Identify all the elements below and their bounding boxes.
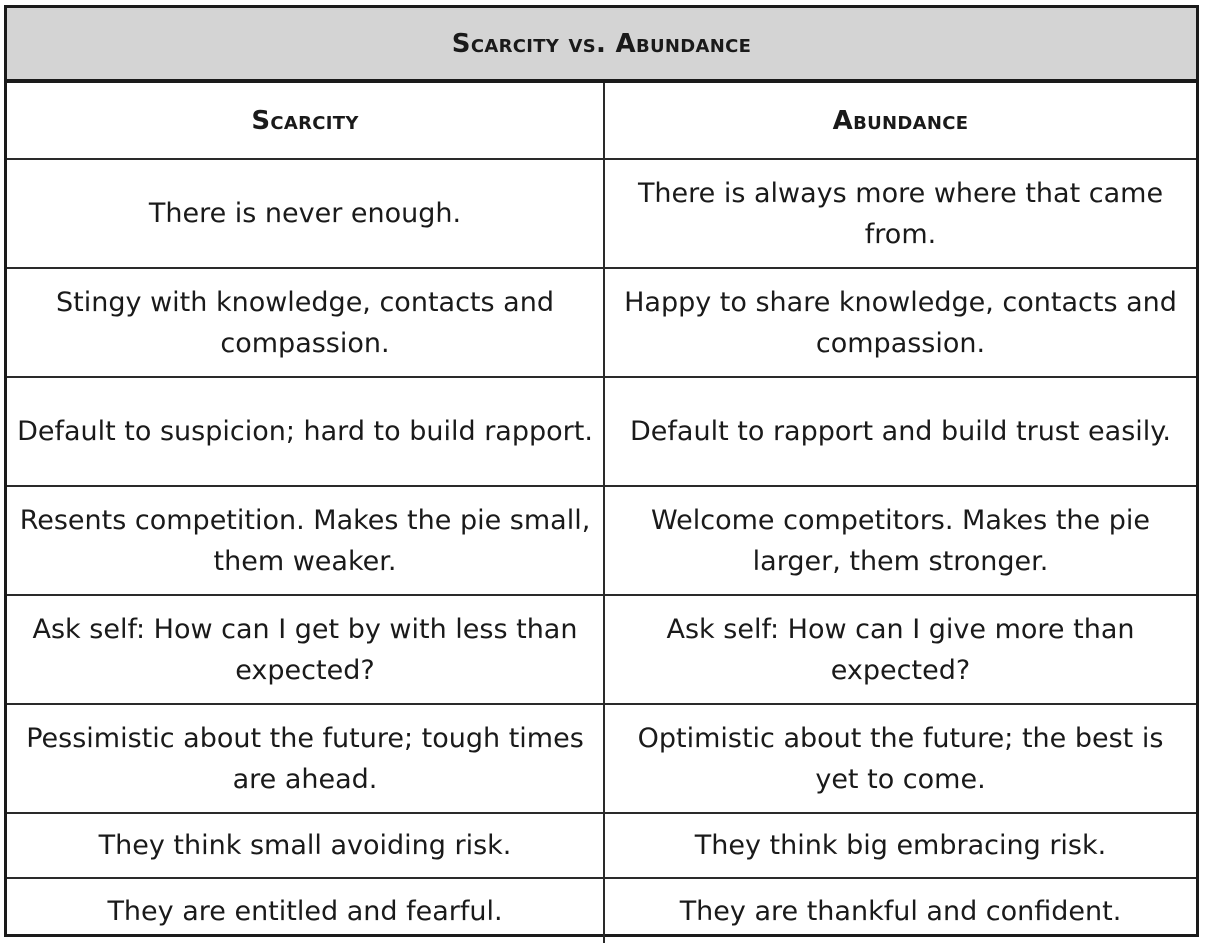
table-row [7, 595, 1196, 704]
table-row [7, 377, 1196, 486]
scarcity-cell: There is never enough. [7, 159, 604, 268]
abundance-cell: Optimistic about the future; the best is yet to come. [604, 704, 1196, 813]
header-row [7, 83, 1196, 159]
abundance-cell: They are thankful and confident. [679, 895, 1122, 927]
column-header-scarcity: Scarcity [7, 83, 604, 159]
comparison-table-frame [4, 5, 1199, 937]
table-title: Scarcity vs. Abundance [7, 8, 1196, 83]
table-row [7, 268, 1196, 377]
scarcity-cell: Resents competition. Makes the pie small, them weaker. [7, 486, 604, 595]
column-header-abundance: Abundance [604, 83, 1196, 159]
comparison-table [7, 83, 1196, 943]
abundance-cell: Ask self: How can I give more than expected? [604, 595, 1196, 704]
scarcity-cell: They are entitled and fearful. [7, 878, 604, 943]
scarcity-cell: Stingy with knowledge, contacts and compassion. [7, 268, 604, 377]
abundance-cell: Default to rapport and build trust easily. [604, 377, 1196, 486]
table-row [7, 878, 1196, 943]
scarcity-cell: Pessimistic about the future; tough times are ahead. [7, 704, 604, 813]
scarcity-cell: Ask self: How can I get by with less than expected? [7, 595, 604, 704]
table-row [7, 704, 1196, 813]
abundance-cell: Happy to share knowledge, contacts and compassion. [604, 268, 1196, 377]
table-row [7, 159, 1196, 268]
abundance-cell: They think big embracing risk. [604, 813, 1196, 878]
scarcity-cell: They think small avoiding risk. [7, 813, 604, 878]
scarcity-cell: Default to suspicion; hard to build rapport. [7, 377, 604, 486]
table-row [7, 486, 1196, 595]
abundance-cell: There is always more where that came from. [604, 159, 1196, 268]
table-row [7, 813, 1196, 878]
abundance-cell: Welcome competitors. Makes the pie larger, them stronger. [604, 486, 1196, 595]
